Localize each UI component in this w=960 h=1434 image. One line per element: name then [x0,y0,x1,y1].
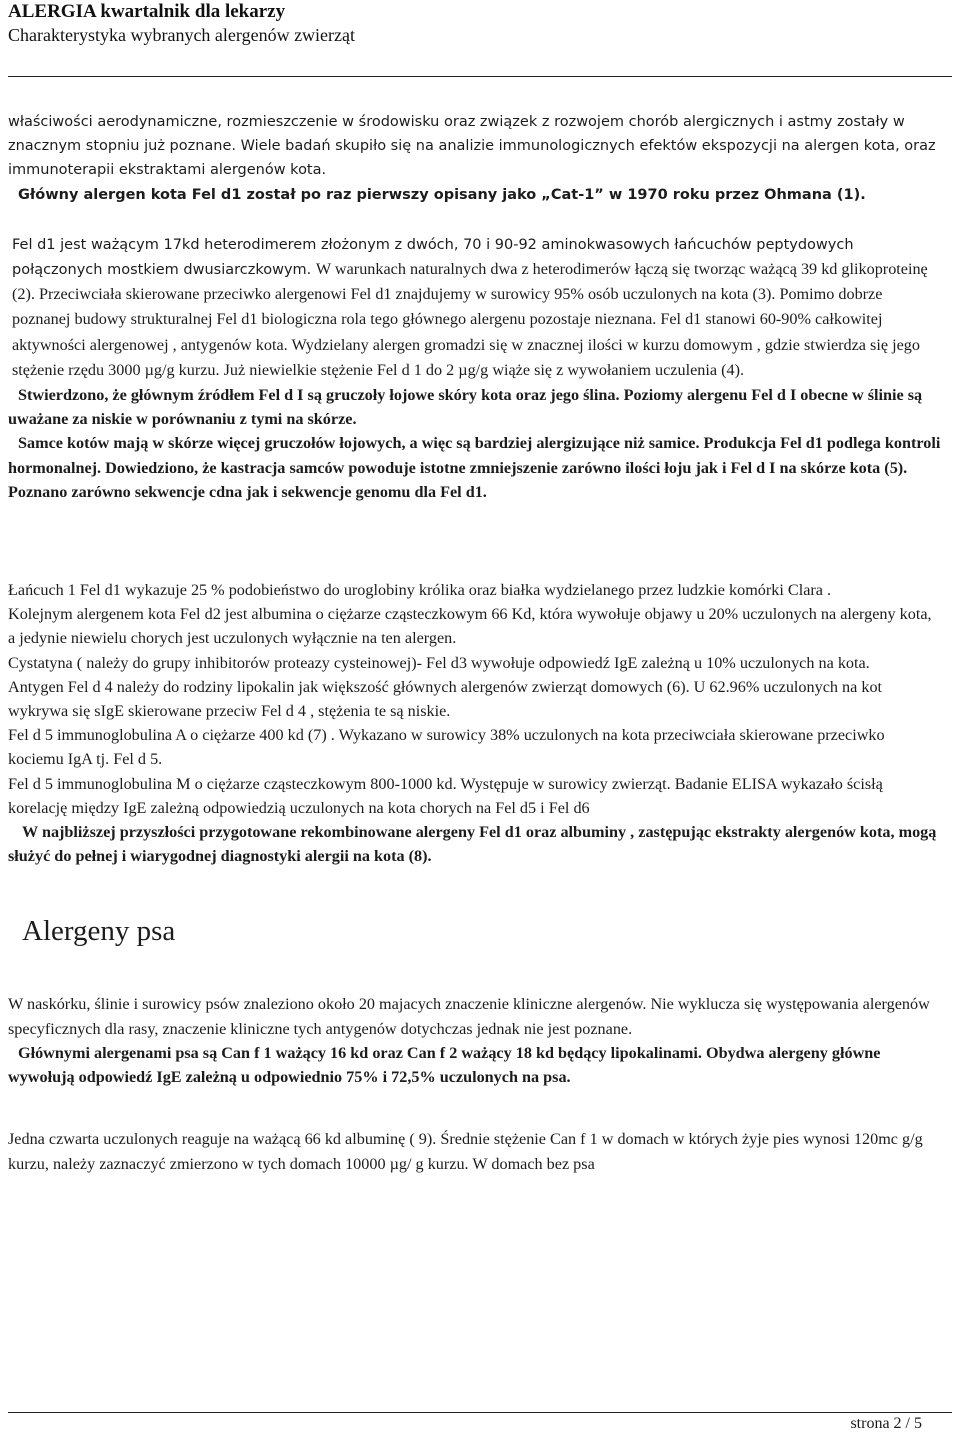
article-body [8,110,942,1176]
paragraph-can-f: Głównymi alergenami psa są Can f 1 ważący 16 kd oraz Can f 2 ważący 18 kd będący lipokalinami. Obydwa alergeny główne wywołują odpowiedź IgE zależną u odpowiednio 75% i 72,5% uczulonych na psa. [8,1043,881,1087]
paragraph-chain-1: Łańcuch 1 Fel d1 wykazuje 25 % podobieństwo do uroglobiny królika oraz białka wydzielanego przez ludzkie komórki Clara . [8,581,832,600]
paragraph-aerodynamics: właściwości aerodynamiczne, rozmieszczenie w środowisku oraz związek z rozwojem chorób alergicznych i astmy zostały w znacznym stopniu już poznane. Wiele badań skupiło się na analizie immunologicznych efektów ekspozycji na alergen kota, oraz immunoterapii ekstraktami alergenów kota. [8,114,936,179]
paragraph-dog-albumin: Jedna czwarta uczulonych reaguje na ważącą 66 kd albuminę ( 9). Średnie stężenie Can f 1 w domach w których żyje pies wynosi 120mc g/g kurzu, należy zaznaczyć zmierzono w tych domach 10000 µg/ g kurzu. W domach bez psa [8,1130,923,1173]
paragraph-recombinant: W najbliższej przyszłości przygotowane rekombinowane alergeny Fel d1 oraz albuminy , zastępując ekstrakty alergenów kota, mogą służyć do pełnej i wiarygodnej diagnostyki alergii na kota (8). [8,823,937,866]
header-divider [8,76,952,77]
paragraph-fel-d4: Antygen Fel d 4 należy do rodziny lipokalin jak większość głównych alergenów zwierząt domowych (6). U 62.96% uczulonych na kot wykrywa się sIgE skierowane przeciw Fel d 4 , stężenia te są niskie. [8,677,883,721]
paragraph-fel-d1-structure-a: Fel d1 jest ważącym 17kd heterodimerem złożonym z dwóch, 70 i 90-92 aminokwasowych łańcuchów peptydowych połączonych mostkiem dwusiarczkowym. [12,236,854,279]
paragraph-male-cats: Samce kotów mają w skórze więcej gruczołów łojowych, a więc są bardziej alergizujące niż samice. Produkcja Fel d1 podlega kontroli hormonalnej. Dowiedziono, że kastracja samców powoduje istotne zmniejszenie zarówno ilości łoju jak i Fel d I na skórze kota (5). Poznano zarówno sekwencje cdna jak i sekwencje genomu dla Fel d1. [8,434,941,501]
page-number: strona 2 / 5 [850,1415,922,1432]
paragraph-fel-d1-discovery: Główny alergen kota Fel d1 został po raz pierwszy opisany jako „Cat-1” w 1970 roku przez Ohmana (1). [18,186,866,203]
section-heading-dog-allergens: Alergeny psa [22,915,176,948]
article-subtitle: Charakterystyka wybranych alergenów zwierząt [8,25,356,45]
paragraph-fel-d1-structure [8,233,942,383]
document-header [8,0,355,46]
paragraph-fel-d2: Kolejnym alergenem kota Fel d2 jest albumina o ciężarze cząsteczkowym 66 Kd, która wywołuje objawy u 20% uczulonych na alergeny kota, a jedynie niewielu chorych jest uczulonych wyłącznie na ten alergen. [8,605,932,648]
footer-divider [8,1412,952,1413]
paragraph-dog-allergens: W naskórku, ślinie i surowicy psów znaleziono około 20 majacych znaczenie kliniczne alergenów. Nie wyklucza się występowania alergenów specyficznych dla rasy, znaczenie kliniczne tych antygenów dotychczas jednak nie jest poznane. [8,995,930,1038]
paragraph-fel-d5-iga: Fel d 5 immunoglobulina A o ciężarze 400 kd (7) . Wykazano w surowicy 38% uczulonych na kota przeciwciała skierowane przeciwko kociemu IgA tj. Fel d 5. [8,726,885,769]
paragraph-fel-d5-igm: Fel d 5 immunoglobulina M o ciężarze cząsteczkowym 800-1000 kd. Występuje w surowicy zwierząt. Badanie ELISA wykazało ścisłą korelację między IgE zależną odpowiedzią uczulonych na kota chorych na Fel d5 i Fel d6 [8,774,883,817]
paragraph-fel-d3: Cystatyna ( należy do grupy inhibitorów proteazy cysteinowej)- Fel d3 wywołuje odpowiedź IgE zależną u 10% uczulonych na kota. [8,653,870,672]
journal-title: ALERGIA kwartalnik dla lekarzy [8,1,286,22]
paragraph-fel-d1-source: Stwierdzono, że głównym źródłem Fel d I są gruczoły łojowe skóry kota oraz jego ślina. Poziomy alergenu Fel d I obecne w ślinie są uważane za niskie w porównaniu z tymi na skórze. [8,386,923,429]
paragraph-fel-d1-structure-b: W warunkach naturalnych dwa z heterodimerów łączą się tworząc ważącą 39 kd glikoproteinę (2). Przeciwciała skierowane przeciwko alergenowi Fel d1 znajdujemy w surowicy 95% osób uczulonych na kota (3). Pomimo dobrze poznanej budowy strukturalnej Fel d1 biologiczna rola tego głównego alergenu pozostaje nieznana. Fel d1 stanowi 60-90% całkowitej aktywności alergenowej , antygenów kota. Wydzielany alergen gromadzi się w znacznej ilości w kurzu domowym , gdzie stwierdza się jego stężenie rzędu 3000 µg/g kurzu. Już niewielkie stężenie Fel d 1 do 2 µg/g wiąże się z wywołaniem uczulenia (4). [12,260,928,379]
